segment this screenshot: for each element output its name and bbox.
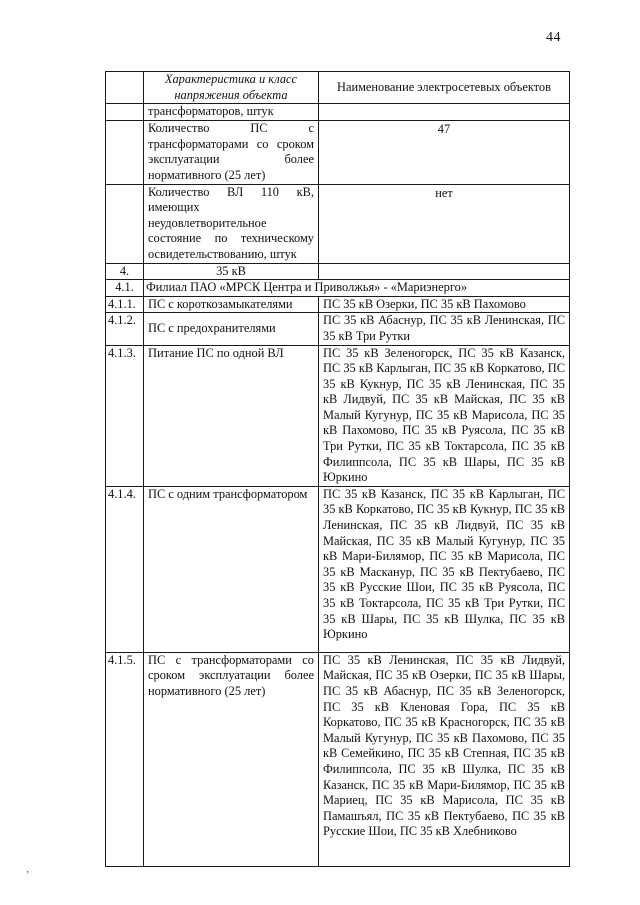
table-row — [106, 104, 570, 121]
row-characteristic: Количество ПС с трансформаторами со сроком эксплуатации более нормативного (25 лет) — [144, 121, 319, 184]
row-characteristic: ПС с трансформаторами со сроком эксплуатации более нормативного (25 лет) — [144, 652, 319, 866]
row-characteristic: ПС с одним трансформатором — [144, 486, 319, 652]
infrastructure-table — [105, 71, 570, 867]
table-row — [106, 184, 570, 263]
row-characteristic: Питание ПС по одной ВЛ — [144, 345, 319, 486]
row-num: 4.1.4. — [106, 486, 144, 652]
row-num — [106, 104, 144, 121]
table-header-row — [106, 72, 570, 104]
section-row — [106, 263, 570, 280]
header-objects: Наименование электросетевых объектов — [319, 72, 570, 104]
row-num — [106, 184, 144, 263]
scan-speck: ʼ — [26, 870, 30, 881]
table-row — [106, 652, 570, 866]
row-objects: ПС 35 кВ Абаснур, ПС 35 кВ Ленинская, ПС 35 кВ Три Рутки — [319, 313, 570, 345]
table-row — [106, 486, 570, 652]
table-row — [106, 313, 570, 345]
row-objects: ПС 35 кВ Ленинская, ПС 35 кВ Лидвуй, Майская, ПС 35 кВ Озерки, ПС 35 кВ Шары, ПС 35 кВ Абаснур, ПС 35 кВ Зеленогорск, ПС 35 кВ Кленовая Гора, ПС 35 кВ Коркатово, ПС 35 кВ Красногорск, ПС 35 кВ Малый Кугунур, ПС 35 кВ Пахомово, ПС 35 кВ Семейкино, ПС 35 кВ Степная, ПС 35 кВ Филиппсола, ПС 35 кВ Шулка, ПС 35 кВ Казанск, ПС 35 кВ Мари-Билямор, ПС 35 кВ Мариец, ПС 35 кВ Марисола, ПС 35 кВ Памашъял, ПС 35 кВ Пектубаево, ПС 35 кВ Русские Шои, ПС 35 кВ Хлебниково — [319, 652, 570, 866]
row-objects: ПС 35 кВ Озерки, ПС 35 кВ Пахомово — [319, 296, 570, 313]
row-characteristic: ПС с предохранителями — [144, 313, 319, 345]
table-row — [106, 345, 570, 486]
table-row — [106, 296, 570, 313]
page-number: 44 — [546, 30, 561, 45]
row-num: 4.1.2. — [106, 313, 144, 345]
row-objects: ПС 35 кВ Казанск, ПС 35 кВ Карлыган, ПС 35 кВ Коркатово, ПС 35 кВ Кукнур, ПС 35 кВ Ленинская, ПС 35 кВ Лидвуй, ПС 35 кВ Майская, ПС 35 кВ Малый Кугунур, ПС 35 кВ Мари-Билямор, ПС 35 кВ Марисола, ПС 35 кВ Масканур, ПС 35 кВ Пектубаево, ПС 35 кВ Русские Шои, ПС 35 кВ Руясола, ПС 35 кВ Токтарсола, ПС 35 кВ Три Рутки, ПС 35 кВ Шары, ПС 35 кВ Шулка, ПС 35 кВ Юркино — [319, 486, 570, 652]
header-characteristic: Характеристика и класс напряжения объекта — [144, 72, 319, 104]
row-num: 4. — [106, 263, 144, 280]
row-objects — [319, 263, 570, 280]
row-objects: 47 — [319, 121, 570, 184]
row-characteristic: Количество ВЛ 110 кВ, имеющих неудовлетворительное состояние по техническому освидетельствованию, штук — [144, 184, 319, 263]
row-num: 4.1. — [106, 280, 144, 297]
row-characteristic: ПС с короткозамыкателями — [144, 296, 319, 313]
row-characteristic: трансформаторов, штук — [144, 104, 319, 121]
branch-row — [106, 280, 570, 297]
row-num: 4.1.3. — [106, 345, 144, 486]
row-objects: нет — [319, 184, 570, 263]
row-num: 4.1.5. — [106, 652, 144, 866]
table-row — [106, 121, 570, 184]
row-objects — [319, 104, 570, 121]
row-num: 4.1.1. — [106, 296, 144, 313]
branch-title: Филиал ПАО «МРСК Центра и Приволжья» - «Мариэнерго» — [144, 280, 570, 297]
row-objects: ПС 35 кВ Зеленогорск, ПС 35 кВ Казанск, ПС 35 кВ Карлыган, ПС 35 кВ Коркатово, ПС 35 кВ Кукнур, ПС 35 кВ Ленинская, ПС 35 кВ Лидвуй, ПС 35 кВ Майская, ПС 35 кВ Малый Кугунур, ПС 35 кВ Марисола, ПС 35 кВ Пахомово, ПС 35 кВ Руясола, ПС 35 кВ Три Рутки, ПС 35 кВ Токтарсола, ПС 35 кВ Филиппсола, ПС 35 кВ Шары, ПС 35 кВ Юркино — [319, 345, 570, 486]
header-num-cell — [106, 72, 144, 104]
row-characteristic: 35 кВ — [144, 263, 319, 280]
row-num — [106, 121, 144, 184]
